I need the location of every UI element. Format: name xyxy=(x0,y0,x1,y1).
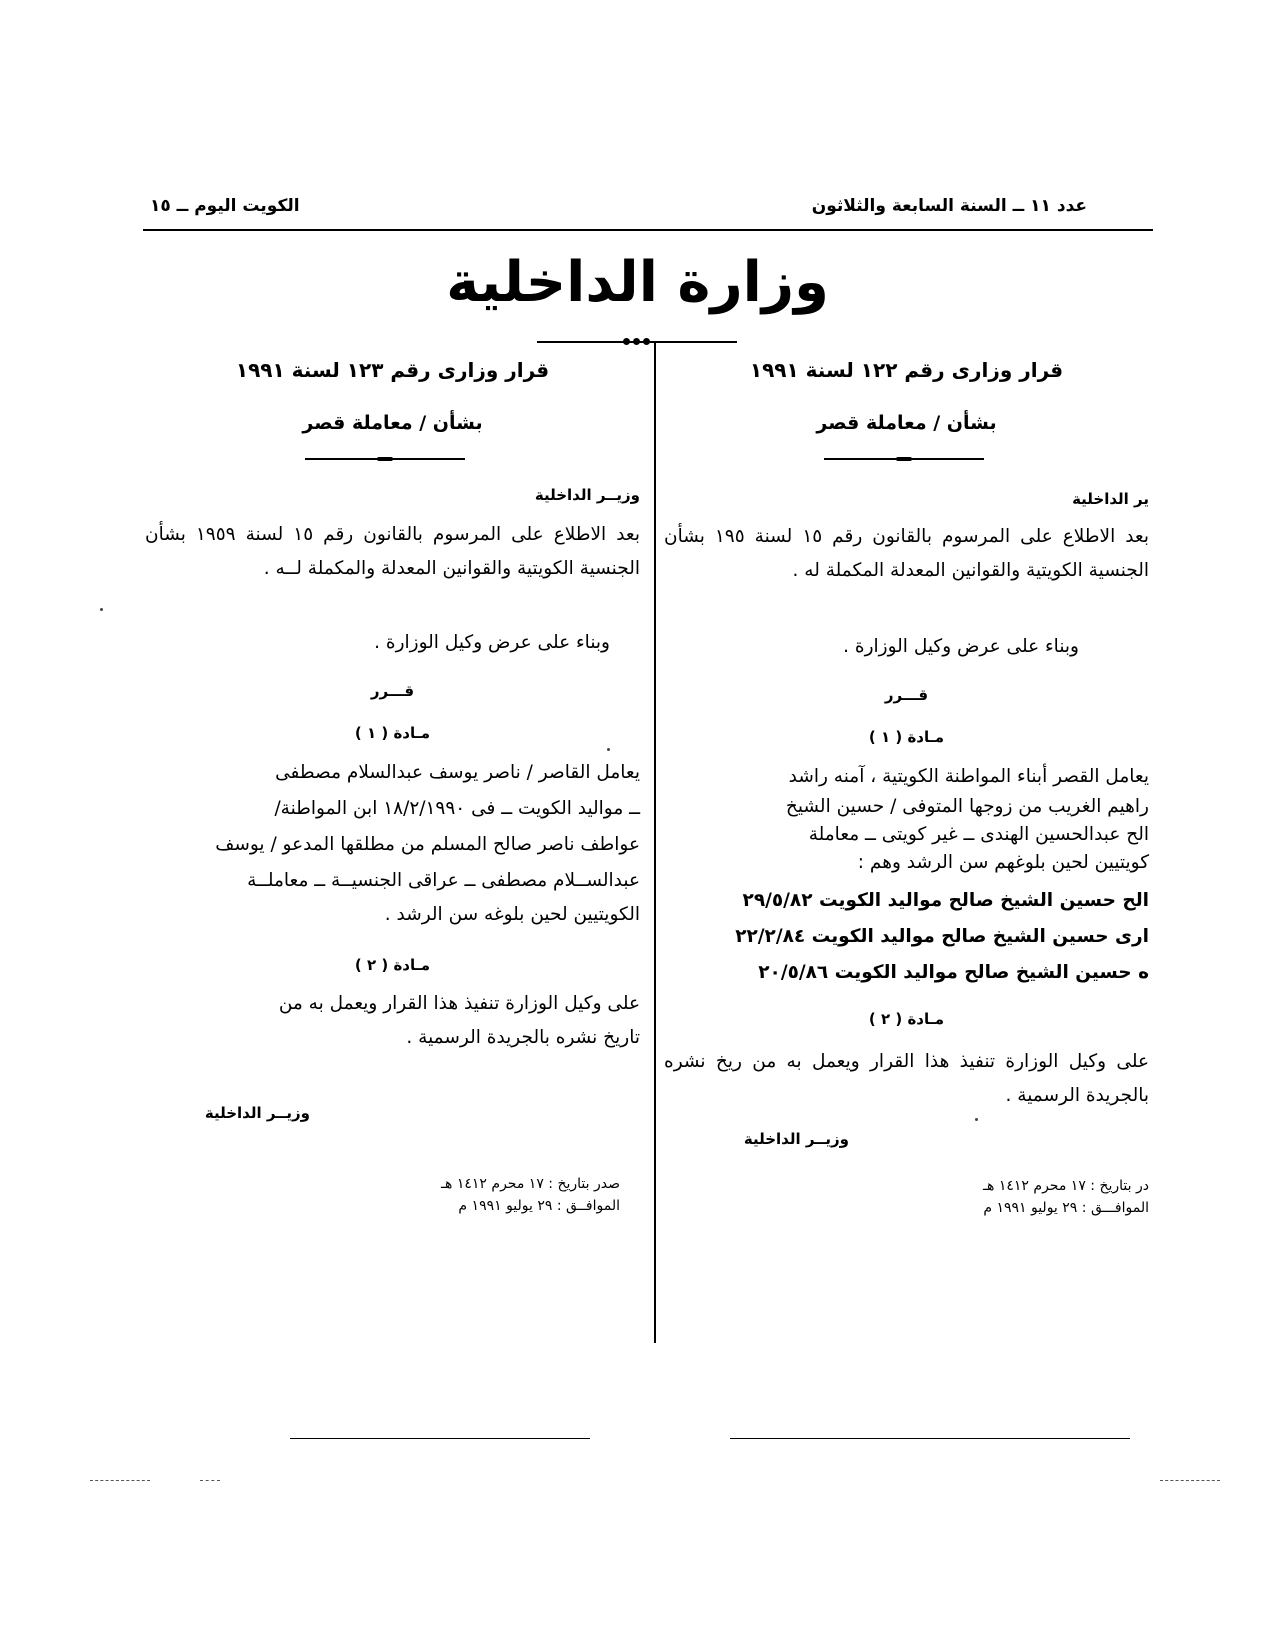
article-2-heading: مـادة ( ٢ ) xyxy=(354,956,431,974)
decided-heading: قـــرر xyxy=(370,682,415,700)
decree-subject: بشأن / معاملة قصر xyxy=(816,412,997,434)
footer-rule-right xyxy=(730,1438,1130,1439)
article-2-line: تاريخ نشره بالجريدة الرسمية . xyxy=(406,1027,640,1048)
scan-mark xyxy=(200,1480,220,1481)
minister-signature: وزيــر الداخلية xyxy=(743,1130,849,1148)
gregorian-date: الموافــق : ٢٩ يوليو ١٩٩١ م xyxy=(458,1198,620,1214)
scan-speck xyxy=(607,748,610,751)
minister-header: ير الداخلية xyxy=(1072,490,1149,508)
title-ornament xyxy=(537,340,737,344)
ministry-title: وزارة الداخلية xyxy=(446,250,829,315)
basis: وبناء على عرض وكيل الوزارة . xyxy=(374,632,610,653)
preamble: بعد الاطلاع على المرسوم بالقانون رقم ١٥ لسنة ١٩٥ بشأن الجنسية الكويتية والقوانين المعدلة المكملة له . xyxy=(664,526,1149,581)
article-1-line: الح عبدالحسين الهندى ــ غير كويتى ــ معاملة xyxy=(808,824,1149,845)
decided-heading: قـــرر xyxy=(884,686,929,704)
scan-mark xyxy=(90,1480,150,1481)
header-rule xyxy=(143,229,1153,231)
issue-header: عدد ١١ ــ السنة السابعة والثلاثون xyxy=(811,196,1087,216)
issue-date: در بتاريخ : ١٧ محرم ١٤١٢ هـ xyxy=(982,1178,1149,1194)
article-2-line: على وكيل الوزارة تنفيذ هذا القرار ويعمل به من xyxy=(278,993,640,1014)
article-1-line: الكويتيين لحين بلوغه سن الرشد . xyxy=(384,904,640,925)
article-1-line: يعامل القصر أبناء المواطنة الكويتية ، آمنه راشد xyxy=(788,766,1149,787)
article-1-line: يعامل القاصر / ناصر يوسف عبدالسلام مصطفى xyxy=(275,762,640,783)
article-2-text: على وكيل الوزارة تنفيذ هذا القرار ويعمل به من ريخ نشره بالجريدة الرسمية . xyxy=(664,1051,1149,1106)
article-2-heading: مـادة ( ٢ ) xyxy=(868,1010,945,1028)
minister-header: وزيــر الداخلية xyxy=(534,486,640,504)
issue-date: صدر بتاريخ : ١٧ محرم ١٤١٢ هـ xyxy=(440,1176,620,1192)
minor-entry: ه حسين الشيخ صالح مواليد الكويت ٢٠/٥/٨٦ xyxy=(758,962,1149,983)
article-1-line: ــ مواليد الكويت ــ فى ١٨/٢/١٩٩٠ ابن المواطنة/ xyxy=(274,798,640,819)
article-1-line: عواطف ناصر صالح المسلم من مطلقها المدعو / يوسف xyxy=(215,834,640,855)
gregorian-date: الموافـــق : ٢٩ يوليو ١٩٩١ م xyxy=(983,1200,1149,1216)
article-1-line: راهيم الغريب من زوجها المتوفى / حسين الشيخ xyxy=(785,796,1149,817)
article-1-line: كويتيين لحين بلوغهم سن الرشد وهم : xyxy=(857,852,1149,873)
basis: وبناء على عرض وكيل الوزارة . xyxy=(843,636,1079,657)
minister-signature: وزيــر الداخلية xyxy=(204,1104,310,1122)
article-1-heading: مـادة ( ١ ) xyxy=(354,724,431,742)
scan-speck xyxy=(975,1118,978,1121)
page-header: الكويت اليوم ــ ١٥ xyxy=(150,196,300,216)
decree-title: قرار وزارى رقم ١٢٣ لسنة ١٩٩١ xyxy=(235,358,550,382)
title-separator xyxy=(824,457,984,461)
article-1-heading: مـادة ( ١ ) xyxy=(868,728,945,746)
column-divider xyxy=(654,343,656,1343)
preamble: بعد الاطلاع على المرسوم بالقانون رقم ١٥ لسنة ١٩٥٩ بشأن الجنسية الكويتية والقوانين المعدلة والمكملة لــه . xyxy=(145,524,640,579)
title-separator xyxy=(305,457,465,461)
decree-subject: بشأن / معاملة قصر xyxy=(302,412,483,434)
scan-speck xyxy=(100,608,103,611)
article-1-line: عبدالســلام مصطفى ــ عراقى الجنسيــة ــ معاملــة xyxy=(247,870,640,891)
minor-entry: ارى حسين الشيخ صالح مواليد الكويت ٢٢/٢/٨٤ xyxy=(735,926,1149,947)
footer-rule-left xyxy=(290,1438,590,1439)
decree-title: قرار وزارى رقم ١٢٢ لسنة ١٩٩١ xyxy=(749,358,1064,382)
scan-mark xyxy=(1160,1480,1220,1481)
minor-entry: الح حسين الشيخ صالح مواليد الكويت ٢٩/٥/٨٢ xyxy=(742,890,1149,911)
